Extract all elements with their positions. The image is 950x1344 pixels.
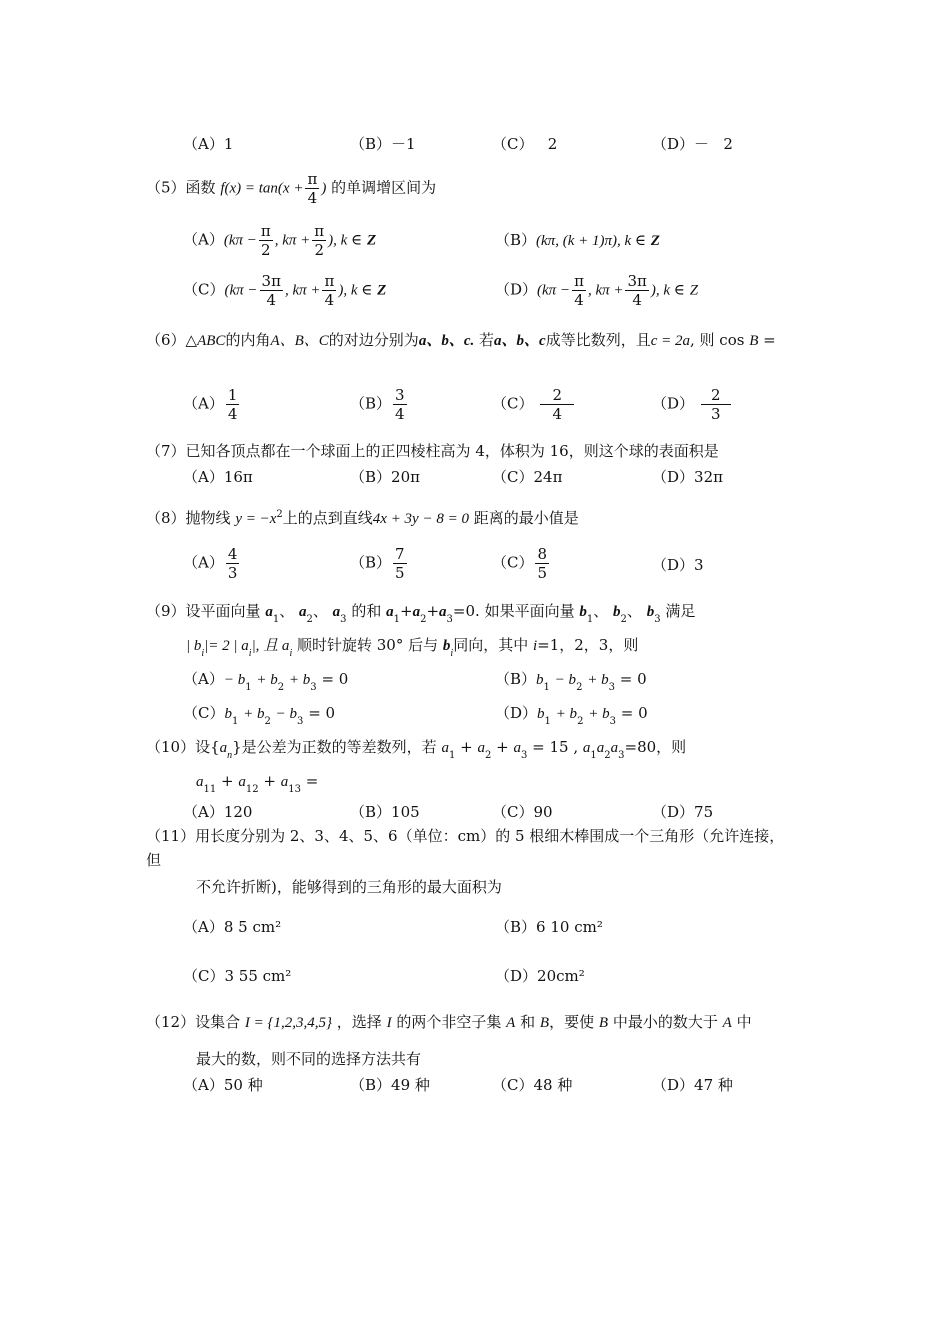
q10-option-d: （D）75 [652, 803, 714, 821]
q11-option-a: （A）8 5 cm² [183, 918, 282, 936]
q10-stem-line2: $a_{11} + a_{12} + a_{13}$ = [196, 772, 319, 795]
q6-option-a: （A） $\frac{1}{4}$ [183, 386, 238, 423]
q7-option-a: （A）16π [183, 468, 253, 486]
q8-option-a: （A） $\frac{4}{3}$ [183, 545, 238, 582]
q12-stem-line2: 最大的数，则不同的选择方法共有 [196, 1050, 422, 1068]
q9-stem-line2: | $b_i|= 2$ | $a_i|$, 且 $a_i$ 顺时针旋转 30° 后与 $b_i$同向，其中 i=1，2，3，则 [186, 636, 639, 659]
q6-option-c: （C） $\frac{2}{4}$ [492, 386, 576, 423]
q4-option-b: （B）－1 [350, 135, 416, 153]
q4-option-c: （C） 2 [492, 135, 558, 153]
q7-stem: （7）已知各顶点都在一个球面上的正四棱柱高为 4，体积为 16，则这个球的表面积是 [146, 442, 719, 460]
q10-option-b: （B）105 [350, 803, 420, 821]
q8-option-c: （C） $\frac{8}{5}$ [492, 545, 548, 582]
q5-option-a: （A）(kπ − $\frac{\pi}{2}$ , kπ + $\frac{\pi}{2}$ ), k ∈ Z [183, 222, 377, 259]
q9-option-b: $(B)b_1 - b_2 + b_3 = 0$ [495, 670, 647, 693]
q8-option-b: （B） $\frac{7}{5}$ [350, 545, 405, 582]
q11-option-d: （D）20cm² [495, 967, 585, 985]
q5-option-b: （B）(kπ, (k + 1)π), k ∈ Z [495, 231, 660, 249]
q5-option-d: （D）(kπ − $\frac{\pi}{4}$ , kπ + $\frac{3\pi}{4}$ ), k ∈ Z [495, 272, 699, 309]
q10-stem-line1: （10）设$\{a_n\}$是公差为正数的等差数列，若 $a_1 + a_2 + a_3 = 15$ , $a_1a_2a_3=80$，则 [146, 738, 687, 761]
q12-stem-line1: （12）设集合 I = {1,2,3,4,5} ，选择 I 的两个非空子集 A 和 B，要使 B 中最小的数大于 A 中 [146, 1013, 752, 1031]
q12-option-d: （D）47 种 [652, 1076, 733, 1094]
q6-stem: （6）△ABC的内角A、B、C的对边分别为a、b、c. 若a、b、c成等比数列，且c = 2a, 则 cos B = [146, 331, 776, 349]
q12-option-a: （A）50 种 [183, 1076, 263, 1094]
q4-option-a: （A）1 [183, 135, 234, 153]
q10-option-c: （C）90 [492, 803, 553, 821]
q6-option-d: （D） $\frac{2}{3}$ [652, 386, 733, 423]
q7-option-d: （D）32π [652, 468, 723, 486]
q9-option-a: $(A)- b_1 + b_2 + b_3 = 0$ [183, 670, 349, 693]
q7-option-b: （B）20π [350, 468, 420, 486]
q11-option-b: （B）6 10 cm² [495, 918, 603, 936]
q8-stem: （8）抛物线 $y = -x^2$上的点到直线4x + 3y − 8 = 0 距离的最小值是 [146, 509, 579, 527]
q11-option-c: （C）3 55 cm² [183, 967, 292, 985]
q5-pi-over-4: $\frac{\pi}{4}$ [307, 170, 318, 207]
q5-option-c: （C）(kπ − $\frac{3\pi}{4}$ , kπ + $\frac{\pi}{4}$ ), k ∈ Z [183, 272, 387, 309]
q11-stem-line1: （11）用长度分别为 2、3、4、5、6（单位：cm）的 5 根细木棒围成一个三角形（允许连接， [146, 827, 785, 845]
q10-option-a: （A）120 [183, 803, 253, 821]
q11-stem-line3: 不允许折断)，能够得到的三角形的最大面积为 [196, 878, 502, 896]
q7-option-c: （C）24π [492, 468, 563, 486]
q11-stem-line2: 但 [146, 851, 162, 869]
q5-stem: （5）函数 f(x) = tan(x + $\frac{\pi}{4}$ ) 的单调增区间为 [146, 170, 437, 207]
q6-option-b: （B） $\frac{3}{4}$ [350, 386, 405, 423]
q12-option-b: （B）49 种 [350, 1076, 430, 1094]
q9-option-c: $(C)b_1 + b_2 - b_3 = 0$ [183, 704, 336, 727]
q8-option-d: （D）3 [652, 556, 704, 574]
q12-option-c: （C）48 种 [492, 1076, 573, 1094]
q9-stem-line1: （9）设平面向量 $a_1$、 $a_2$、 $a_3$ 的和 $a_1+a_2+a_3=0$. 如果平面向量 $b_1$、 $b_2$、 $b_3$ 满足 [146, 602, 696, 625]
q9-option-d: $(D)b_1 + b_2 + b_3 = 0$ [495, 704, 648, 727]
q4-option-d: （D）－ 2 [652, 135, 733, 153]
